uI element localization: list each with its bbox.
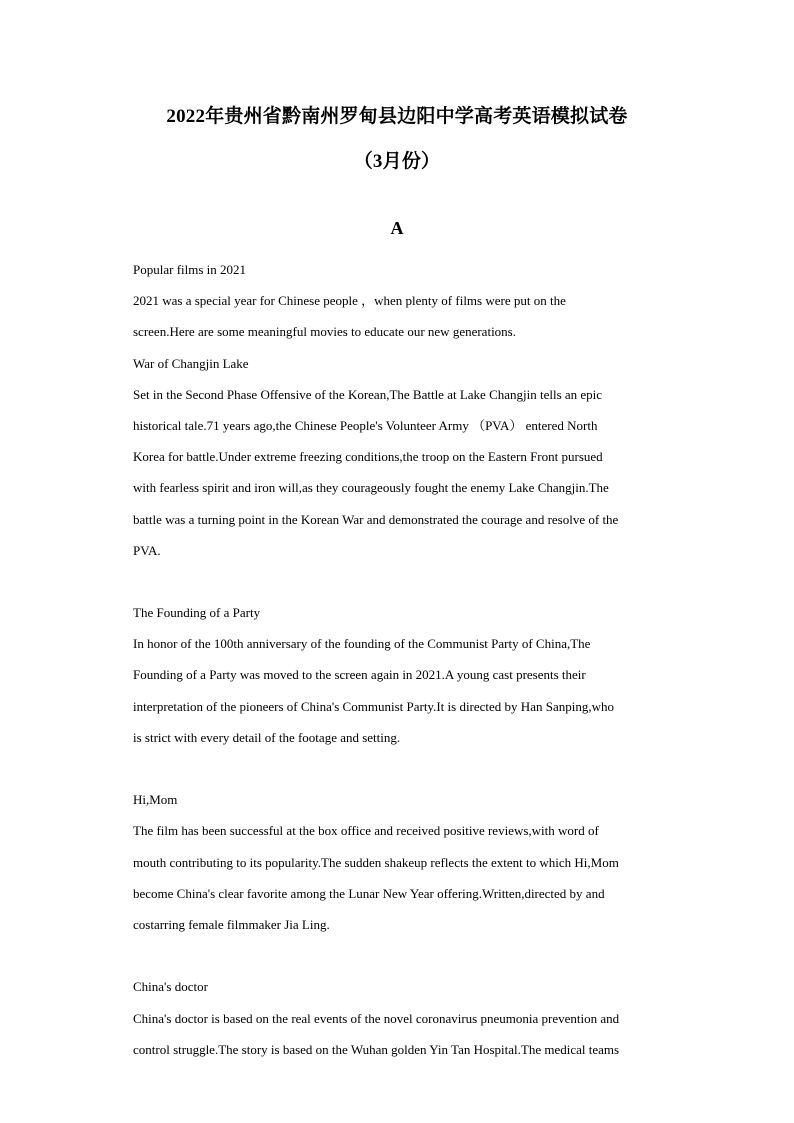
film-description-line: In honor of the 100th anniversary of the founding of the Communist Party of China,The: [133, 636, 591, 652]
film-description-line: PVA.: [133, 542, 161, 558]
film-title: China's doctor: [133, 979, 208, 995]
film-description-line: costarring female filmmaker Jia Ling.: [133, 916, 330, 932]
film-description-line: interpretation of the pioneers of China's Communist Party.It is directed by Han Sanping,who: [133, 698, 614, 714]
film-description-line: Founding of a Party was moved to the screen again in 2021.A young cast presents their: [133, 667, 586, 683]
film-description-line: mouth contributing to its popularity.The sudden shakeup reflects the extent to which Hi,Mom: [133, 854, 619, 870]
film-description-line: control struggle.The story is based on the Wuhan golden Yin Tan Hospital.The medical teams: [133, 1041, 620, 1057]
paragraph-spacer: [133, 940, 663, 971]
paragraph-spacer: [133, 566, 663, 597]
document-subtitle: （3月份）: [353, 151, 441, 172]
film-description-line: China's doctor is based on the real events of the novel coronavirus pneumonia prevention and: [133, 1010, 620, 1026]
film-title: Hi,Mom: [133, 792, 178, 808]
section-label: A: [390, 218, 404, 238]
intro-line: 2021 was a special year for Chinese people ，when plenty of films were put on the: [133, 293, 566, 309]
film-description-line: with fearless spirit and iron will,as they courageously fought the enemy Lake Changjin.The: [133, 480, 609, 496]
intro-line: screen.Here are some meaningful movies to educate our new generations.: [133, 324, 516, 340]
film-description-line: battle was a turning point in the Korean War and demonstrated the courage and resolve of the: [133, 511, 619, 527]
passage-body: [133, 254, 663, 1065]
film-description-line: become China's clear favorite among the Lunar New Year offering.Written,directed by and: [133, 885, 605, 901]
document-title: 2022年贵州省黔南州罗甸县边阳中学高考英语模拟试卷: [166, 106, 628, 127]
passage-heading: Popular films in 2021: [133, 262, 247, 277]
paragraph-spacer: [133, 753, 663, 784]
film-title: The Founding of a Party: [133, 605, 261, 621]
film-description-line: The film has been successful at the box office and received positive reviews,with word of: [133, 823, 599, 839]
film-description-line: Korea for battle.Under extreme freezing conditions,the troop on the Eastern Front pursued: [133, 449, 603, 465]
film-description-line: is strict with every detail of the footage and setting.: [133, 729, 401, 745]
film-title: War of Changjin Lake: [133, 355, 249, 371]
film-description-line: historical tale.71 years ago,the Chinese People's Volunteer Army （PVA） entered North: [133, 417, 598, 433]
film-description-line: Set in the Second Phase Offensive of the Korean,The Battle at Lake Changjin tells an epic: [133, 386, 603, 402]
